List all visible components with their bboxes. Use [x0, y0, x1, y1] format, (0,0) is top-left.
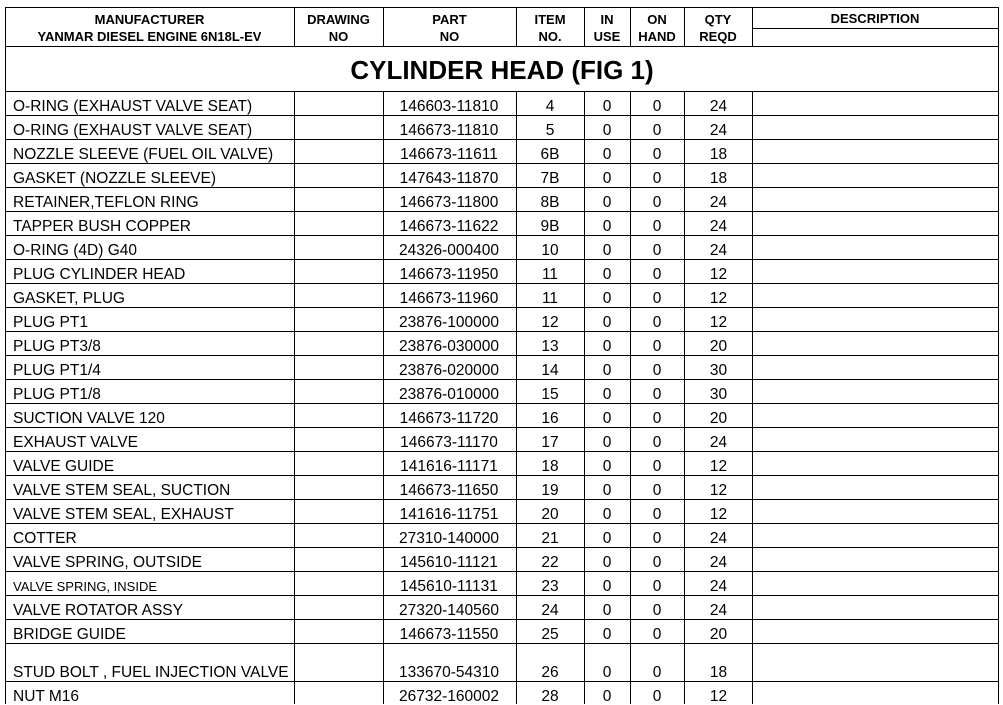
row-divider — [5, 115, 999, 116]
table-row — [0, 307, 1003, 331]
in-use-qty: 0 — [602, 242, 612, 259]
part-number: 146673-11960 — [399, 290, 499, 307]
part-number: 146673-11611 — [400, 146, 498, 163]
part-description: BRIDGE GUIDE — [13, 626, 126, 643]
item-number: 26 — [541, 664, 559, 681]
item-number: 21 — [541, 530, 559, 547]
item-number: 23 — [541, 578, 559, 595]
drawing-no-header — [294, 11, 383, 45]
qty-required: 24 — [709, 530, 728, 547]
part-no-label-1: PART — [432, 12, 467, 27]
table-row — [0, 523, 1003, 547]
qty-required: 18 — [709, 170, 728, 187]
part-description: VALVE SPRING, INSIDE — [13, 579, 158, 594]
on-hand-qty: 0 — [652, 386, 662, 403]
item-number: 6B — [540, 146, 560, 163]
part-description: STUD BOLT , FUEL INJECTION VALVE — [13, 664, 289, 681]
manufacturer-header — [5, 11, 294, 45]
part-description: O-RING (4D) G40 — [13, 242, 138, 259]
on-hand-qty: 0 — [652, 146, 662, 163]
part-number: 146673-11810 — [399, 122, 499, 139]
row-divider — [5, 331, 999, 332]
part-description: COTTER — [13, 530, 77, 547]
description-header — [752, 10, 998, 27]
table-row — [0, 163, 1003, 187]
qty-required: 24 — [709, 242, 728, 259]
item-number: 13 — [541, 338, 559, 355]
table-row — [0, 187, 1003, 211]
item-number: 14 — [541, 362, 559, 379]
table-row — [0, 475, 1003, 499]
row-divider — [5, 235, 999, 236]
table-row — [0, 595, 1003, 619]
in-use-qty: 0 — [602, 290, 612, 307]
part-description: GASKET, PLUG — [13, 290, 125, 307]
qty-required: 20 — [709, 626, 728, 643]
row-divider — [5, 475, 999, 476]
part-number: 145610-11121 — [400, 554, 498, 571]
row-divider — [5, 259, 999, 260]
part-description: PLUG CYLINDER HEAD — [13, 266, 186, 283]
in-use-qty: 0 — [602, 506, 612, 523]
item-number: 24 — [541, 602, 559, 619]
on-hand-qty: 0 — [652, 242, 662, 259]
part-description: NUT M16 — [13, 688, 80, 705]
table-row — [0, 115, 1003, 139]
in-use-qty: 0 — [602, 626, 612, 643]
item-number: 18 — [541, 458, 559, 475]
table-row — [0, 681, 1003, 705]
part-no-header — [383, 11, 516, 45]
table-row — [0, 283, 1003, 307]
in-use-qty: 0 — [602, 554, 612, 571]
in-use-qty: 0 — [602, 458, 612, 475]
item-number: 5 — [545, 122, 555, 139]
table-row — [0, 451, 1003, 475]
table-row — [0, 403, 1003, 427]
in-use-qty: 0 — [602, 122, 612, 139]
qty-required: 20 — [709, 338, 728, 355]
qty-reqd-label-2: REQD — [699, 29, 737, 44]
description-label: DESCRIPTION — [830, 11, 920, 26]
in-use-qty: 0 — [602, 362, 612, 379]
row-divider — [5, 681, 999, 682]
part-description: PLUG PT1/4 — [13, 362, 101, 379]
qty-required: 12 — [709, 688, 728, 705]
row-divider — [5, 619, 999, 620]
in-use-qty: 0 — [602, 578, 612, 595]
qty-required: 24 — [709, 434, 728, 451]
item-number: 10 — [541, 242, 559, 259]
on-hand-qty: 0 — [652, 688, 662, 705]
qty-required: 30 — [709, 362, 728, 379]
item-number: 4 — [545, 98, 555, 115]
on-hand-qty: 0 — [652, 506, 662, 523]
part-no-label-2: NO — [439, 29, 460, 44]
item-number: 11 — [541, 266, 559, 283]
part-number: 146673-11550 — [399, 626, 499, 643]
row-divider — [5, 427, 999, 428]
part-number: 23876-030000 — [399, 338, 499, 355]
on-hand-qty: 0 — [652, 434, 662, 451]
row-divider — [5, 211, 999, 212]
qty-required: 24 — [709, 98, 728, 115]
item-number: 11 — [541, 290, 559, 307]
part-description: RETAINER,TEFLON RING — [13, 194, 199, 211]
part-description: O-RING (EXHAUST VALVE SEAT) — [13, 122, 253, 139]
part-number: 146603-11810 — [399, 98, 499, 115]
part-number: 27310-140000 — [399, 530, 499, 547]
qty-required: 24 — [709, 194, 728, 211]
table-row — [0, 259, 1003, 283]
on-hand-label-2: HAND — [638, 29, 676, 44]
on-hand-qty: 0 — [652, 122, 662, 139]
table-row — [0, 427, 1003, 451]
part-number: 145610-11131 — [400, 578, 498, 595]
part-number: 23876-020000 — [399, 362, 499, 379]
qty-required: 12 — [709, 506, 728, 523]
on-hand-qty: 0 — [652, 458, 662, 475]
manufacturer-value: YANMAR DIESEL ENGINE 6N18L-EV — [37, 29, 262, 44]
part-description: NOZZLE SLEEVE (FUEL OIL VALVE) — [13, 146, 274, 163]
qty-required: 12 — [709, 458, 728, 475]
table-row — [0, 379, 1003, 403]
part-description: VALVE STEM SEAL, SUCTION — [13, 482, 231, 499]
item-number: 7B — [540, 170, 560, 187]
in-use-qty: 0 — [602, 146, 612, 163]
qty-required: 24 — [709, 122, 728, 139]
part-description: PLUG PT3/8 — [13, 338, 101, 355]
page-title: CYLINDER HEAD (FIG 1) — [350, 55, 654, 85]
in-use-qty: 0 — [602, 688, 612, 705]
in-use-header — [584, 11, 630, 45]
on-hand-header — [630, 11, 684, 45]
part-number: 146673-11720 — [399, 410, 499, 427]
table-row — [0, 211, 1003, 235]
part-description: O-RING (EXHAUST VALVE SEAT) — [13, 98, 253, 115]
on-hand-label-1: ON — [647, 12, 667, 27]
qty-required: 18 — [709, 146, 728, 163]
item-number: 15 — [541, 386, 559, 403]
on-hand-qty: 0 — [652, 664, 662, 681]
row-divider — [5, 403, 999, 404]
item-number: 28 — [541, 688, 559, 705]
in-use-qty: 0 — [602, 194, 612, 211]
in-use-label-2: USE — [593, 29, 621, 44]
description-sub-line — [752, 28, 999, 29]
in-use-qty: 0 — [602, 664, 612, 681]
part-number: 27320-140560 — [399, 602, 499, 619]
in-use-qty: 0 — [602, 602, 612, 619]
in-use-qty: 0 — [602, 410, 612, 427]
part-description: EXHAUST VALVE — [13, 434, 138, 451]
part-description: GASKET (NOZZLE SLEEVE) — [13, 170, 216, 187]
part-number: 141616-11171 — [400, 458, 498, 475]
row-divider — [5, 307, 999, 308]
item-number: 20 — [541, 506, 559, 523]
part-description: TAPPER BUSH COPPER — [13, 218, 192, 235]
on-hand-qty: 0 — [652, 194, 662, 211]
on-hand-qty: 0 — [652, 554, 662, 571]
in-use-qty: 0 — [602, 170, 612, 187]
item-number: 19 — [541, 482, 559, 499]
on-hand-qty: 0 — [652, 410, 662, 427]
item-number: 17 — [541, 434, 559, 451]
on-hand-qty: 0 — [652, 314, 662, 331]
on-hand-qty: 0 — [652, 482, 662, 499]
in-use-qty: 0 — [602, 218, 612, 235]
manufacturer-label: MANUFACTURER — [94, 12, 205, 27]
qty-required: 12 — [709, 290, 728, 307]
drawing-no-label-2: NO — [328, 29, 349, 44]
part-description: SUCTION VALVE 120 — [13, 410, 165, 427]
qty-required: 24 — [709, 602, 728, 619]
qty-reqd-label-1: QTY — [704, 12, 732, 27]
in-use-qty: 0 — [602, 386, 612, 403]
row-divider — [5, 643, 999, 644]
part-number: 147643-11870 — [399, 170, 499, 187]
row-divider — [5, 283, 999, 284]
table-row — [0, 571, 1003, 595]
on-hand-qty: 0 — [652, 578, 662, 595]
part-number: 146673-11950 — [399, 266, 499, 283]
row-divider — [5, 571, 999, 572]
table-row — [0, 331, 1003, 355]
row-divider — [5, 523, 999, 524]
on-hand-qty: 0 — [652, 98, 662, 115]
qty-required: 12 — [709, 314, 728, 331]
part-description: VALVE SPRING, OUTSIDE — [13, 554, 202, 571]
on-hand-qty: 0 — [652, 602, 662, 619]
part-number: 133670-54310 — [399, 664, 499, 681]
row-divider — [5, 187, 999, 188]
header-top-line — [5, 7, 999, 8]
part-number: 146673-11170 — [400, 434, 498, 451]
table-row — [0, 643, 1003, 681]
on-hand-qty: 0 — [652, 170, 662, 187]
in-use-qty: 0 — [602, 98, 612, 115]
on-hand-qty: 0 — [652, 290, 662, 307]
table-row — [0, 547, 1003, 571]
qty-required: 24 — [709, 554, 728, 571]
on-hand-qty: 0 — [652, 626, 662, 643]
item-number: 16 — [541, 410, 559, 427]
qty-reqd-header — [684, 11, 752, 45]
on-hand-qty: 0 — [652, 530, 662, 547]
row-divider — [5, 595, 999, 596]
part-number: 141616-11751 — [399, 506, 499, 523]
in-use-label-1: IN — [600, 12, 614, 27]
qty-required: 12 — [709, 482, 728, 499]
qty-required: 20 — [709, 410, 728, 427]
header-bottom-line — [5, 46, 999, 47]
row-divider — [5, 499, 999, 500]
item-number: 12 — [541, 314, 559, 331]
in-use-qty: 0 — [602, 266, 612, 283]
item-number: 25 — [541, 626, 559, 643]
row-divider — [5, 355, 999, 356]
table-row — [0, 91, 1003, 115]
on-hand-qty: 0 — [652, 266, 662, 283]
item-no-header — [516, 11, 584, 45]
row-divider — [5, 163, 999, 164]
part-number: 146673-11622 — [399, 218, 499, 235]
table-row — [0, 235, 1003, 259]
on-hand-qty: 0 — [652, 218, 662, 235]
row-divider — [5, 379, 999, 380]
qty-required: 24 — [709, 218, 728, 235]
row-divider — [5, 547, 999, 548]
part-description: PLUG PT1/8 — [13, 386, 101, 403]
table-row — [0, 355, 1003, 379]
in-use-qty: 0 — [602, 338, 612, 355]
qty-required: 18 — [709, 664, 728, 681]
part-number: 23876-100000 — [399, 314, 499, 331]
on-hand-qty: 0 — [652, 362, 662, 379]
on-hand-qty: 0 — [652, 338, 662, 355]
qty-required: 12 — [709, 266, 728, 283]
part-number: 24326-000400 — [399, 242, 499, 259]
drawing-no-label-1: DRAWING — [307, 12, 370, 27]
item-number: 9B — [540, 218, 560, 235]
part-description: VALVE STEM SEAL, EXHAUST — [13, 506, 234, 523]
in-use-qty: 0 — [602, 482, 612, 499]
table-row — [0, 619, 1003, 643]
table-row — [0, 499, 1003, 523]
part-number: 26732-160002 — [399, 688, 499, 705]
part-number: 146673-11800 — [399, 194, 499, 211]
in-use-qty: 0 — [602, 530, 612, 547]
qty-required: 24 — [709, 578, 728, 595]
in-use-qty: 0 — [602, 314, 612, 331]
part-number: 23876-010000 — [399, 386, 499, 403]
row-divider — [5, 139, 999, 140]
row-divider — [5, 451, 999, 452]
item-number: 8B — [540, 194, 560, 211]
part-number: 146673-11650 — [399, 482, 499, 499]
part-description: VALVE ROTATOR ASSY — [13, 602, 183, 619]
in-use-qty: 0 — [602, 434, 612, 451]
item-no-label-2: NO. — [538, 29, 562, 44]
part-description: VALVE GUIDE — [13, 458, 115, 475]
item-number: 22 — [541, 554, 559, 571]
item-no-label-1: ITEM — [534, 12, 566, 27]
table-row — [0, 139, 1003, 163]
qty-required: 30 — [709, 386, 728, 403]
part-description: PLUG PT1 — [13, 314, 88, 331]
